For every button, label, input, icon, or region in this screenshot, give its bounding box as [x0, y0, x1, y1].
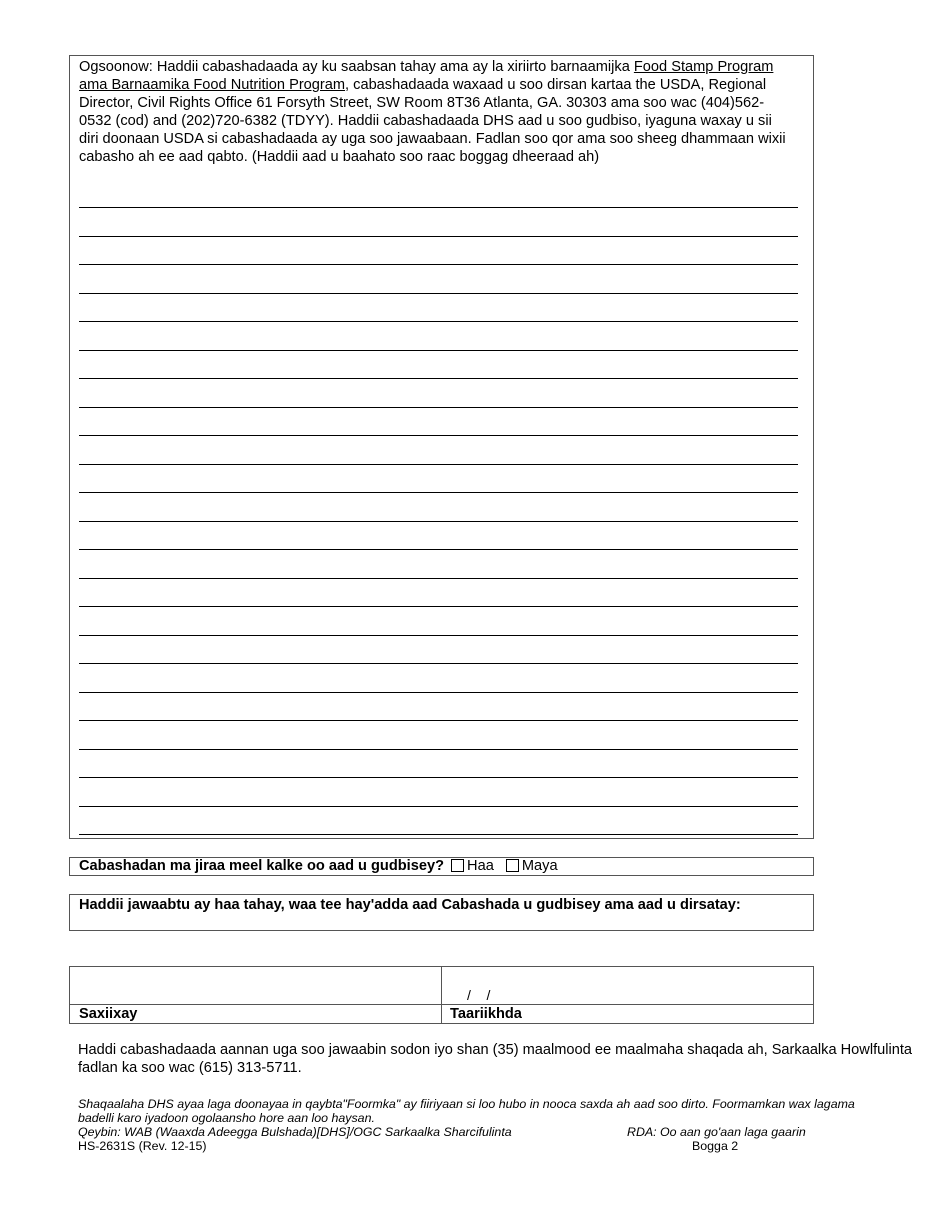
writing-line[interactable] — [79, 321, 798, 322]
question-label: Cabashadan ma jiraa meel kalke oo aad u gudbisey? — [79, 858, 444, 874]
agency-question-label: Haddii jawaabtu ay haa tahay, waa tee hay'adda aad Cabashada u gudbisey ama aad u dirsatay: — [79, 897, 741, 913]
filed-elsewhere-question — [69, 857, 814, 876]
yes-checkbox[interactable] — [451, 859, 464, 872]
footer-page-number: Bogga 2 — [692, 1139, 739, 1153]
date-label: Taariikhda — [450, 1006, 522, 1022]
writing-line[interactable] — [79, 663, 798, 664]
writing-line[interactable] — [79, 635, 798, 636]
writing-line[interactable] — [79, 749, 798, 750]
writing-line[interactable] — [79, 720, 798, 721]
agency-answer-field[interactable] — [69, 894, 814, 931]
no-label: Maya — [521, 858, 558, 874]
writing-line[interactable] — [79, 407, 798, 408]
footer-notice-line1: Shaqaalaha DHS ayaa laga doonayaa in qaybta"Foormka" ay fiiriyaan si loo hubo in nooca saxda ah aad soo dirto. Foormamkan wax lagama — [78, 1097, 855, 1111]
footer-rda: RDA: Oo aan go'aan laga gaarin — [627, 1125, 806, 1139]
yes-label: Haa — [467, 858, 494, 874]
writing-line[interactable] — [79, 578, 798, 579]
footer-form-number: HS-2631S (Rev. 12-15) — [78, 1139, 207, 1153]
writing-line-indent — [79, 207, 121, 208]
no-checkbox[interactable] — [506, 859, 519, 872]
writing-line[interactable] — [79, 464, 798, 465]
contact-paragraph: Haddi cabashadaada aannan uga soo jawaabin sodon iyo shan (35) maalmood ee maalmaha shaqada ah, Sarkaalka Howlfulinta fadlan ka soo wac (615) 313-5711. — [78, 1042, 913, 1076]
writing-line[interactable] — [79, 834, 798, 835]
writing-line[interactable] — [79, 521, 798, 522]
signature-field[interactable] — [70, 967, 441, 1004]
writing-line[interactable] — [79, 606, 798, 607]
writing-line[interactable] — [79, 378, 798, 379]
writing-line[interactable] — [79, 236, 798, 237]
writing-line[interactable] — [120, 207, 798, 208]
row-divider — [70, 1004, 813, 1005]
writing-line[interactable] — [79, 692, 798, 693]
signature-label: Saxiixay — [79, 1006, 138, 1022]
signature-table — [69, 966, 814, 1024]
writing-line[interactable] — [79, 549, 798, 550]
writing-line[interactable] — [79, 777, 798, 778]
writing-line[interactable] — [79, 492, 798, 493]
date-field[interactable] — [442, 967, 814, 1004]
program-name-underlined: Food Stamp Program ama Barnaamika Food Nutrition Program — [79, 59, 774, 93]
writing-line[interactable] — [79, 435, 798, 436]
complaint-description-box — [69, 55, 814, 839]
writing-line[interactable] — [79, 264, 798, 265]
writing-line[interactable] — [79, 350, 798, 351]
date-slashes: / / — [467, 987, 491, 1003]
writing-line[interactable] — [79, 293, 798, 294]
footer-distribution: Qeybin: WAB (Waaxda Adeegga Bulshada)[DHS]/OGC Sarkaalka Sharcifulinta — [78, 1125, 512, 1139]
instructions-text-start: Ogsoonow: Haddii cabashadaada ay ku saabsan tahay ama ay la xiriirto barnaamijka — [79, 59, 634, 75]
footer-notice-line2: badelli karo iyadoon ogolaansho hore aan loo haysan. — [78, 1111, 375, 1125]
writing-line[interactable] — [79, 806, 798, 807]
instructions-paragraph — [79, 58, 794, 166]
instructions-text-end: , cabashadaada waxaad u soo dirsan kartaa the USDA, Regional Director, Civil Rights Office 61 Forsyth Street, SW Room 8T36 Atlanta, GA. 30303 ama soo wac (404)562-0532 (cod) and (202)720-6382 (TDYY). Haddii cabashadaada DHS aad u soo gudbiso, iyaguna waxay u sii diri doonaan USDA si cabashadaada ay uga soo jawaabaan. Fadlan soo qor ama soo sheeg dhammaan wixii cabasho ah ee aad qabto. (Haddii aad u baahato soo raac boggag dheeraad ah) — [79, 77, 786, 165]
